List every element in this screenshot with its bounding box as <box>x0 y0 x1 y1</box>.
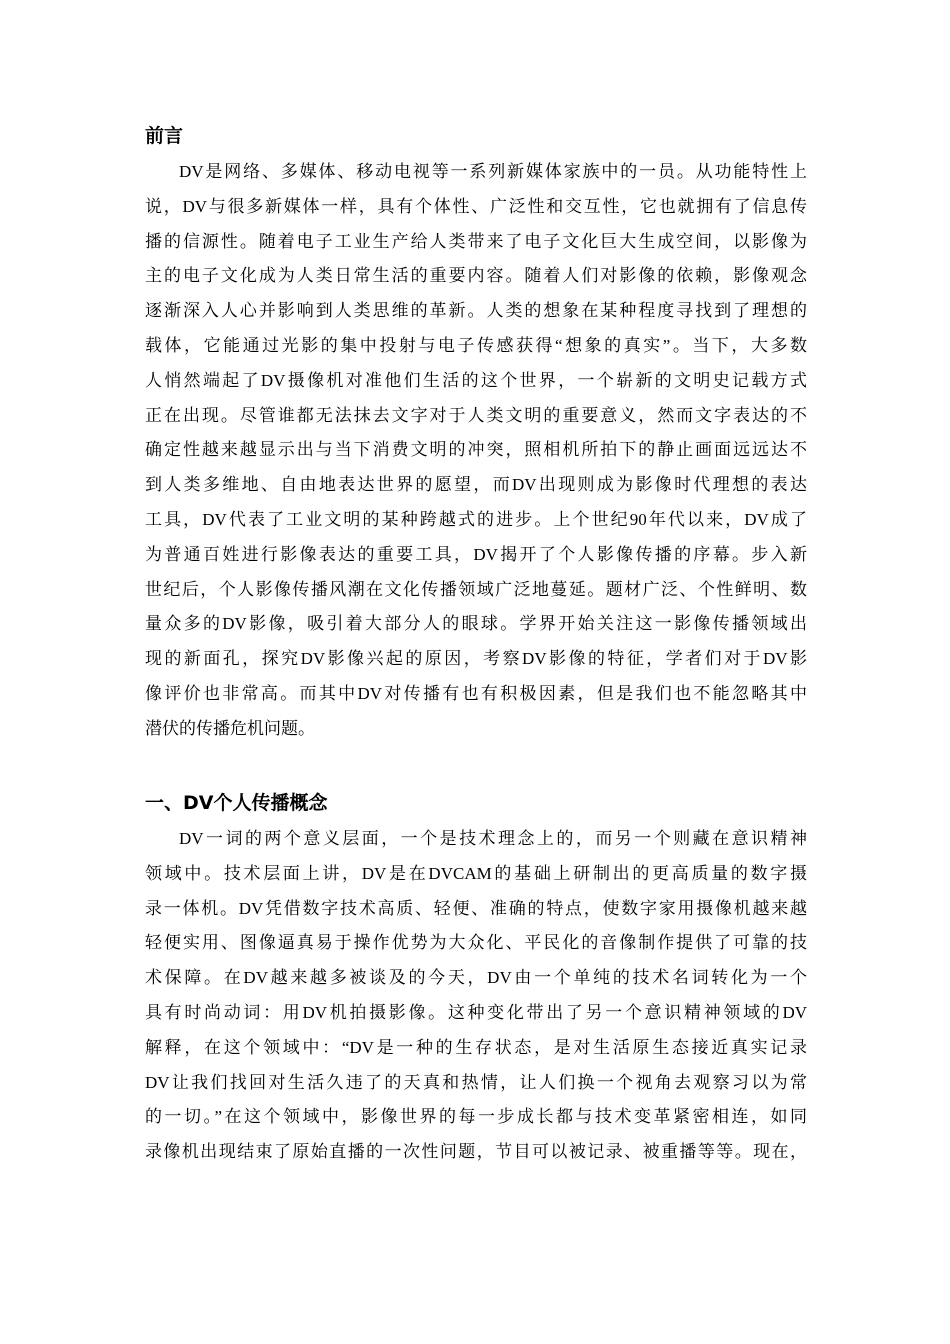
text-line: 的一切。”在这个领域中，影像世界的每一步成长都与技术变革紧密相连，如同 <box>145 1107 807 1127</box>
text-line: 录一体机。DV凭借数字技术高质、轻便、准确的特点，使数字家用摄像机越来越 <box>145 898 807 918</box>
text-line: 播的信源性。随着电子工业生产给人类带来了电子文化巨大生成空间，以影像为 <box>145 231 807 251</box>
text-line: 确定性越来越显示出与当下消费文明的冲突，照相机所拍下的静止画面远远达不 <box>145 440 807 460</box>
text-line: 术保障。在DV越来越多被谈及的今天，DV由一个单纯的技术名词转化为一个 <box>145 968 807 988</box>
text-line: 具有时尚动词：用DV机拍摄影像。这种变化带出了另一个意识精神领域的DV <box>145 1002 807 1022</box>
text-line: 像评价也非常高。而其中DV对传播有也有积极因素，但是我们也不能忽略其中 <box>145 683 807 703</box>
text-line: 为普通百姓进行影像表达的重要工具，DV揭开了个人影像传播的序幕。步入新 <box>145 544 807 564</box>
text-line: 工具，DV代表了工业文明的某种跨越式的进步。上个世纪90年代以来，DV成了 <box>145 509 807 529</box>
text-line: 主的电子文化成为人类日常生活的重要内容。随着人们对影像的依赖，影像观念 <box>145 266 807 286</box>
text-line: 到人类多维地、自由地表达世界的愿望，而DV出现则成为影像时代理想的表达 <box>145 475 807 495</box>
text-line: 录像机出现结束了原始直播的一次性问题，节目可以被记录、被重播等等。现在， <box>145 1142 807 1162</box>
text-line: 量众多的DV影像，吸引着大部分人的眼球。学界开始关注这一影像传播领域出 <box>145 614 807 634</box>
text-line: DV一词的两个意义层面，一个是技术理念上的，而另一个则藏在意识精神 <box>179 829 807 848</box>
text-line: DV让我们找回对生活久违了的天真和热情，让人们换一个视角去观察习以为常 <box>145 1072 807 1092</box>
text-line: 正在出现。尽管谁都无法抹去文字对于人类文明的重要意义，然而文字表达的不 <box>145 405 807 425</box>
preface-paragraph <box>145 155 807 747</box>
text-line: 逐渐深入人心并影响到人类思维的革新。人类的想象在某种程度寻找到了理想的 <box>145 301 807 321</box>
text-line: 潜伏的传播危机问题。 <box>145 718 315 738</box>
text-line: 领域中。技术层面上讲，DV是在DVCAM的基础上研制出的更高质量的数字摄 <box>145 863 807 883</box>
text-line: 现的新面孔，探究DV影像兴起的原因，考察DV影像的特征，学者们对于DV影 <box>145 649 807 669</box>
section-heading-preface: 前言 <box>145 125 184 147</box>
text-line: 人悄然端起了DV摄像机对准他们生活的这个世界，一个崭新的文明史记载方式 <box>145 370 807 390</box>
text-line: 载体，它能通过光影的集中投射与电子传感获得“想象的真实”。当下，大多数 <box>145 335 807 355</box>
text-line: 世纪后，个人影像传播风潮在文化传播领域广泛地蔓延。题材广泛、个性鲜明、数 <box>145 579 807 599</box>
text-line: 说，DV与很多新媒体一样，具有个体性、广泛性和交互性，它也就拥有了信息传 <box>145 196 807 216</box>
section-heading-dv-concept: 一、DV个人传播概念 <box>145 792 328 814</box>
text-line: 轻便实用、图像逼真易于操作优势为大众化、平民化的音像制作提供了可靠的技 <box>145 933 807 953</box>
text-line: DV是网络、多媒体、移动电视等一系列新媒体家族中的一员。从功能特性上 <box>179 162 807 181</box>
dv-concept-paragraph <box>145 822 807 1170</box>
text-line: 解释，在这个领域中：“DV是一种的生存状态，是对生活原生态接近真实记录 <box>145 1037 807 1057</box>
